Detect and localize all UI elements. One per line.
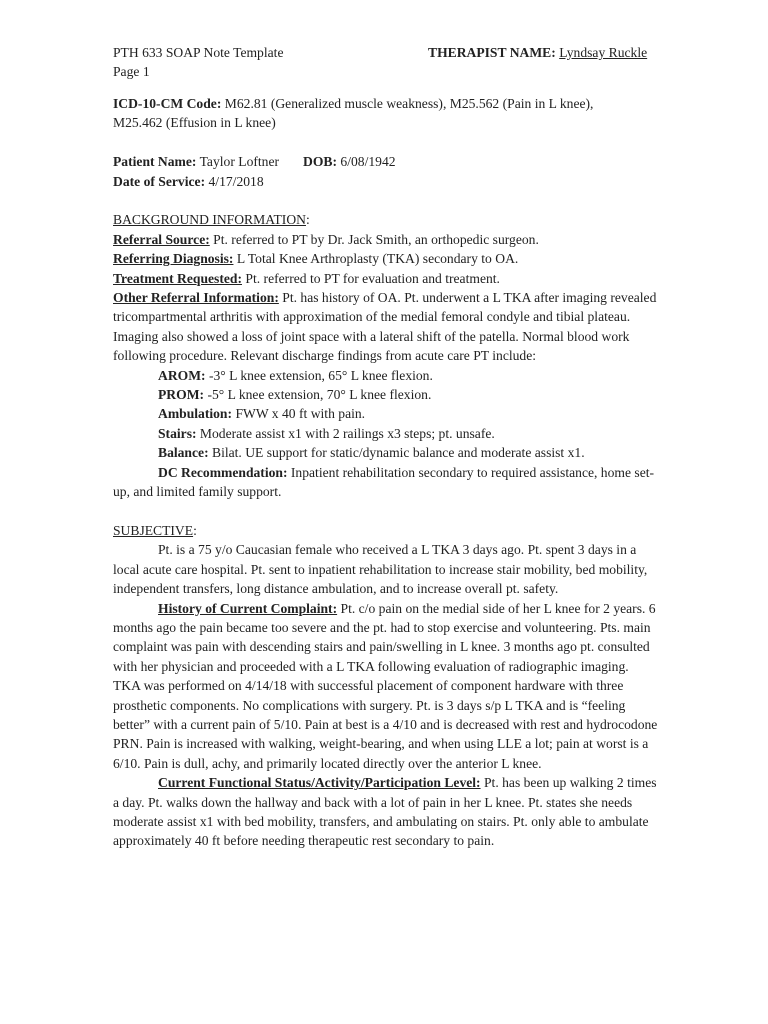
cfs-label: Current Functional Status/Activity/Participation Level: [158, 775, 481, 791]
patient-name-label: Patient Name: [113, 154, 197, 170]
subjective-heading: SUBJECTIVE: [113, 522, 197, 538]
icd-codes [113, 94, 658, 133]
document-body [113, 94, 658, 851]
finding-dc-recommendation: DC Recommendation: Inpatient rehabilitation secondary to required assistance, home set-up, and limited family support. [113, 464, 655, 500]
finding-prom: PROM: -5° L knee extension, 70° L knee flexion. [158, 387, 432, 403]
current-functional-status [113, 773, 658, 851]
subjective-intro: Pt. is a 75 y/o Caucasian female who received a L TKA 3 days ago. Pt. spent 3 days in a local acute care hospital. Pt. sent to inpatient rehabilitation to increase stair mobility, bed mobility, independent transfers, long distance ambulation, and to increase overall pt. safety. [113, 542, 648, 597]
cfs-text: Pt. has been up walking 2 times a day. Pt. walks down the hallway and back with a lot of pain in her L knee. Pt. states she needs moderate assist x1 with bed mobility, transfers, and ambulating on stairs. Pt. only able to ambulate approximately 40 ft before needing therapeutic rest secondary to pain. [113, 775, 657, 849]
treatment-requested [113, 269, 658, 288]
other-text: Pt. has history of OA. Pt. underwent a L TKA after imaging revealed tricompartmental arthritis with approximation of the medial femoral condyle and tibial plateau. Imaging also showed a loss of joint space with a lateral shift of the patella. Normal blood work following procedure. Relevant discharge findings from acute care PT include: [113, 290, 657, 364]
referring-dx-text: L Total Knee Arthroplasty (TKA) secondary to OA. [236, 251, 519, 267]
history-current-complaint [113, 599, 658, 774]
other-label: Other Referral Information: [113, 290, 279, 306]
therapist-label: THERAPIST NAME: [428, 45, 556, 60]
dob-label: DOB: [303, 154, 338, 170]
icd-label: ICD-10-CM Code: [113, 96, 222, 111]
hcc-text: Pt. c/o pain on the medial side of her L knee for 2 years. 6 months ago the pain became too severe and the pt. had to stop exercise and volunteering. Pts. main complaint was pain with descending stairs and pain/swelling in L knee. 3 months ago pt. consulted with her physician and proceeded with a L TKA following evaluation of radiographic imaging. TKA was performed on 4/14/18 with successful placement of component hardware with three prosthetic components. No complications with surgery. Pt. is 3 days s/p L TKA and is “feeling better” with a current pain of 5/10. Pain at best is a 4/10 and is decreased with rest and hydrocodone PRN. Pain is increased with walking, weight-bearing, and when using LLE a lot; pain at worst is a 6/10. Pain is dull, achy, and primarily located directly over the anterior L knee. [113, 600, 658, 771]
referring-dx-label: Referring Diagnosis: [113, 251, 234, 267]
referral-source [113, 230, 658, 249]
page-number: Page 1 [113, 64, 150, 80]
other-referral-info [113, 288, 658, 366]
dos-value: 4/17/2018 [208, 173, 264, 189]
finding-ambulation: Ambulation: FWW x 40 ft with pain. [158, 406, 366, 422]
dos-label: Date of Service: [113, 173, 206, 189]
finding-arom: AROM: -3° L knee extension, 65° L knee flexion. [158, 367, 433, 383]
treatment-text: Pt. referred to PT for evaluation and treatment. [245, 270, 500, 286]
date-of-service [113, 172, 658, 191]
referral-source-label: Referral Source: [113, 231, 210, 247]
icd-line1: M62.81 (Generalized muscle weakness), M25.562 (Pain in L knee), [224, 96, 594, 111]
referring-diagnosis [113, 249, 658, 268]
treatment-label: Treatment Requested: [113, 270, 242, 286]
icd-line2: M25.462 (Effusion in L knee) [113, 115, 276, 131]
patient-line [113, 152, 658, 171]
patient-name: Taylor Loftner [199, 154, 280, 170]
referral-source-text: Pt. referred to PT by Dr. Jack Smith, an orthopedic surgeon. [213, 231, 539, 247]
background-heading: BACKGROUND INFORMATION: [113, 212, 310, 228]
therapist-name: Lyndsay Ruckle [559, 45, 648, 60]
dob-value: 6/08/1942 [340, 154, 396, 170]
finding-balance: Balance: Bilat. UE support for static/dynamic balance and moderate assist x1. [158, 445, 585, 461]
hcc-label: History of Current Complaint: [158, 600, 338, 616]
therapist-header [428, 43, 647, 62]
header-left [113, 43, 283, 82]
template-title: PTH 633 SOAP Note Template [113, 45, 284, 60]
finding-stairs: Stairs: Moderate assist x1 with 2 railings x3 steps; pt. unsafe. [158, 425, 495, 441]
